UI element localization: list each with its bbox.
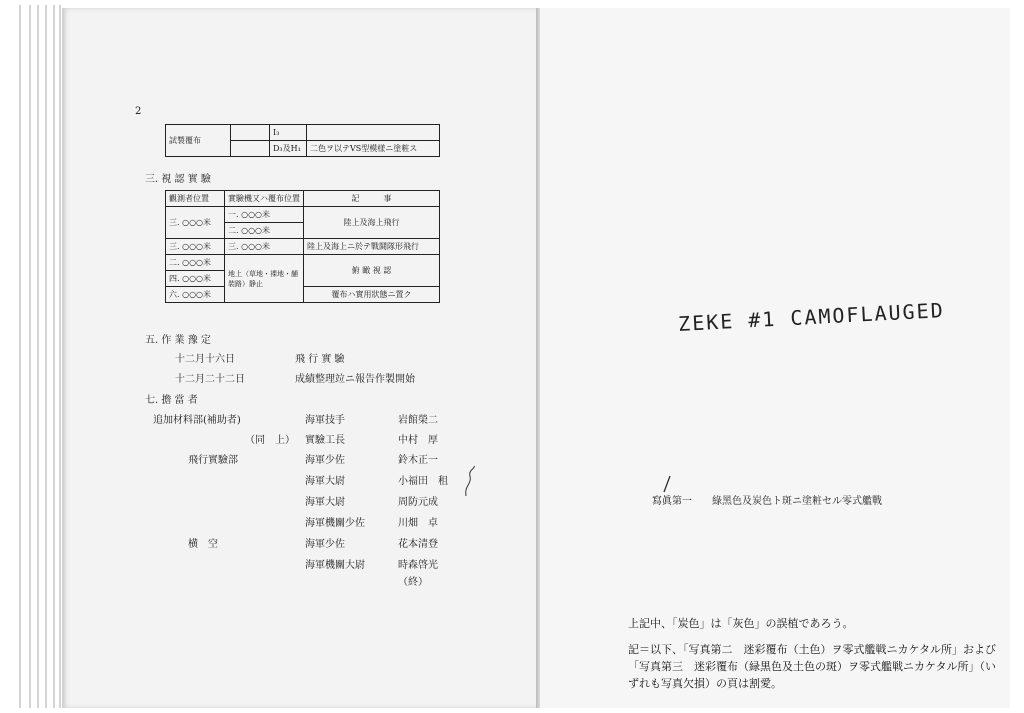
staff-name: 時森啓光 <box>398 560 438 571</box>
editor-note <box>628 615 998 701</box>
table-cell: 一. ○○○米 <box>225 207 304 223</box>
staff-rank: 海軍技手 <box>305 415 345 426</box>
table-cell: 陸上及海上ニ於テ戰鬪隊形飛行 <box>304 239 440 255</box>
staff-rank: 實驗工長 <box>305 435 345 446</box>
schedule-task: 成績整理竝ニ報告作製開始 <box>295 374 415 385</box>
right-page <box>540 8 1010 708</box>
visual-test-table <box>165 190 440 303</box>
section-title: 五. 作 業 豫 定 <box>145 335 211 346</box>
table-cell: 俯 瞰 視 認 <box>304 255 440 287</box>
table-header: 觀測者位置 <box>166 191 225 207</box>
staff-name: 中村 厚 <box>398 435 438 446</box>
covering-table <box>165 124 440 157</box>
staff-rank: 海軍少佐 <box>305 455 345 466</box>
table-cell: 三. ○○○米 <box>225 239 304 255</box>
table-cell: 陸上及海上飛行 <box>304 207 440 239</box>
schedule-task: 飛 行 實 驗 <box>295 354 345 365</box>
section-title: 三. 視 認 實 驗 <box>145 174 211 185</box>
schedule-date: 十二月十六日 <box>175 354 235 365</box>
staff-name: 花本清登 <box>398 539 438 550</box>
page-edges <box>8 0 68 713</box>
staff-rank: 海軍大尉 <box>305 476 345 487</box>
staff-name: 岩館榮二 <box>398 415 438 426</box>
staff-name: 鈴木正一 <box>398 455 438 466</box>
table-cell: 三. ○○○米 <box>166 207 225 239</box>
table-cell: 地上（草地・裸地・舗裝路）静止 <box>225 255 304 303</box>
staff-name: 小福田 租 <box>398 476 448 487</box>
handwritten-mark-icon <box>462 464 480 500</box>
staff-rank: 海軍機關大尉 <box>305 560 365 571</box>
table-cell: 覆布ハ實用狀態ニ置ク <box>304 287 440 303</box>
schedule-date: 十二月二十二日 <box>175 374 245 385</box>
photo-caption: 寫眞第一 綠黑色及炭色ト斑ニ塗粧セル零式艦戰 <box>652 496 882 507</box>
table-cell: 三. ○○○米 <box>166 239 225 255</box>
table1-cell: I₃ <box>270 125 307 141</box>
staff-dept: 追加材料部(補助者) <box>153 415 241 426</box>
note-line: 記＝以下、「写真第二 迷彩覆布（土色）ヲ零式艦戦ニカケタル所」および「写真第三 迷彩覆布（緑黒色及土色の斑）ヲ零式艦戦ニカケタル所」（いずれも写真欠損）の頁は割愛。 <box>628 643 996 690</box>
end-mark: （終） <box>398 577 428 588</box>
table-cell: 六. ○○○米 <box>166 287 225 303</box>
staff-dept: 飛行實驗部 <box>188 455 238 466</box>
table-cell: 二. ○○○米 <box>225 223 304 239</box>
section-title: 七. 擔 當 者 <box>145 395 198 406</box>
staff-rank: 海軍大尉 <box>305 497 345 508</box>
table-header: 實驗機又ハ覆布位置 <box>225 191 304 207</box>
pen-mark-icon <box>660 474 674 494</box>
staff-rank: 海軍機關少佐 <box>305 518 365 529</box>
staff-dept: 横 空 <box>188 539 218 550</box>
table-cell: 二. ○○○米 <box>166 255 225 271</box>
staff-rank: 海軍少佐 <box>305 539 345 550</box>
table-header: 記 事 <box>304 191 440 207</box>
handwritten-label: ZEKE #1 CAMOFLAUGED <box>677 298 946 336</box>
table1-cell: 二色ヲ以テVS型模様ニ塗粧ス <box>307 141 440 157</box>
table1-cell: D₃及H₁ <box>270 141 307 157</box>
page-number: 2 <box>135 106 142 117</box>
staff-dept: （同 上） <box>245 435 295 446</box>
staff-name: 周防元成 <box>398 497 438 508</box>
table1-row-header: 試製覆布 <box>166 125 231 157</box>
note-line: 上記中、「炭色」は「灰色」の誤植であろう。 <box>628 617 854 630</box>
staff-name: 川畑 卓 <box>398 518 438 529</box>
table-cell: 四. ○○○米 <box>166 271 225 287</box>
